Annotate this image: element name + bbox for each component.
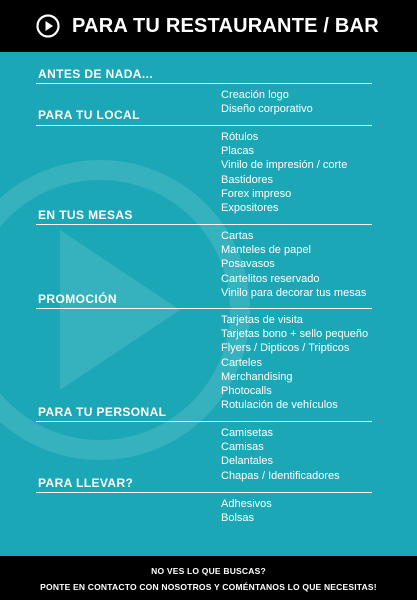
list-item: Tarjetas bono + sello pequeño bbox=[221, 328, 369, 341]
list-item: Camisas bbox=[221, 441, 264, 454]
section-title-promocion: PROMOCIÓN bbox=[38, 292, 117, 306]
list-item: Tarjetas de visita bbox=[221, 314, 303, 326]
footer-line-1: NO VES LO QUE BUSCAS? bbox=[151, 566, 266, 576]
list-item: Cartas bbox=[221, 230, 254, 242]
list-item: Diseño corporativo bbox=[221, 103, 313, 116]
list-item: Flyers / Dipticos / Tripticos bbox=[221, 342, 350, 355]
list-item: Cartelitos reservado bbox=[221, 272, 320, 285]
list-item: Placas bbox=[221, 145, 255, 158]
footer-bar bbox=[0, 556, 417, 600]
list-item: Posavasos bbox=[221, 258, 275, 271]
page-title: PARA TU RESTAURANTE / BAR bbox=[72, 15, 379, 37]
list-item: Creación logo bbox=[221, 89, 289, 101]
section-title-antes-de-nada: ANTES DE NADA... bbox=[38, 67, 154, 81]
list-item: Manteles de papel bbox=[221, 244, 311, 257]
list-item: Forex impreso bbox=[221, 187, 292, 200]
list-item: Rotulación de vehículos bbox=[221, 399, 338, 412]
section-divider bbox=[36, 421, 372, 422]
list-item: Photocalls bbox=[221, 385, 272, 398]
section-title-para-llevar: PARA LLEVAR? bbox=[38, 476, 134, 490]
section-divider bbox=[36, 224, 372, 225]
list-item: Delantales bbox=[221, 455, 273, 468]
list-item: Merchandising bbox=[221, 370, 293, 383]
list-item: Chapas / Identificadores bbox=[221, 469, 340, 482]
section-items-en-tus-mesas bbox=[221, 229, 366, 300]
list-item: Bolsas bbox=[221, 512, 255, 525]
section-items-para-tu-personal bbox=[221, 426, 340, 483]
section-items-para-llevar bbox=[221, 497, 272, 525]
list-item: Expositores bbox=[221, 202, 279, 215]
section-items-para-tu-local bbox=[221, 130, 347, 215]
list-item: Adhesivos bbox=[221, 498, 272, 510]
list-item: Camisetas bbox=[221, 427, 273, 439]
list-item: Vinilo para decorar tus mesas bbox=[221, 286, 367, 299]
section-title-en-tus-mesas: EN TUS MESAS bbox=[38, 208, 133, 222]
list-item: Vinilo de impresión / corte bbox=[221, 159, 348, 172]
section-divider bbox=[36, 83, 372, 84]
section-items-promocion bbox=[221, 313, 368, 412]
section-items-antes-de-nada bbox=[221, 88, 313, 116]
section-divider bbox=[36, 492, 372, 493]
section-divider bbox=[36, 308, 372, 309]
footer-line-2: PONTE EN CONTACTO CON NOSOTROS Y COMÉNTANOS LO QUE NECESITAS! bbox=[40, 582, 377, 592]
list-item: Rótulos bbox=[221, 131, 259, 143]
header-bar bbox=[0, 0, 417, 52]
section-title-para-tu-local: PARA TU LOCAL bbox=[38, 108, 140, 122]
list-item: Carteles bbox=[221, 356, 262, 369]
section-title-para-tu-personal: PARA TU PERSONAL bbox=[38, 405, 167, 419]
section-divider bbox=[36, 125, 372, 126]
list-item: Bastidores bbox=[221, 173, 273, 186]
play-circle-icon bbox=[36, 14, 60, 38]
